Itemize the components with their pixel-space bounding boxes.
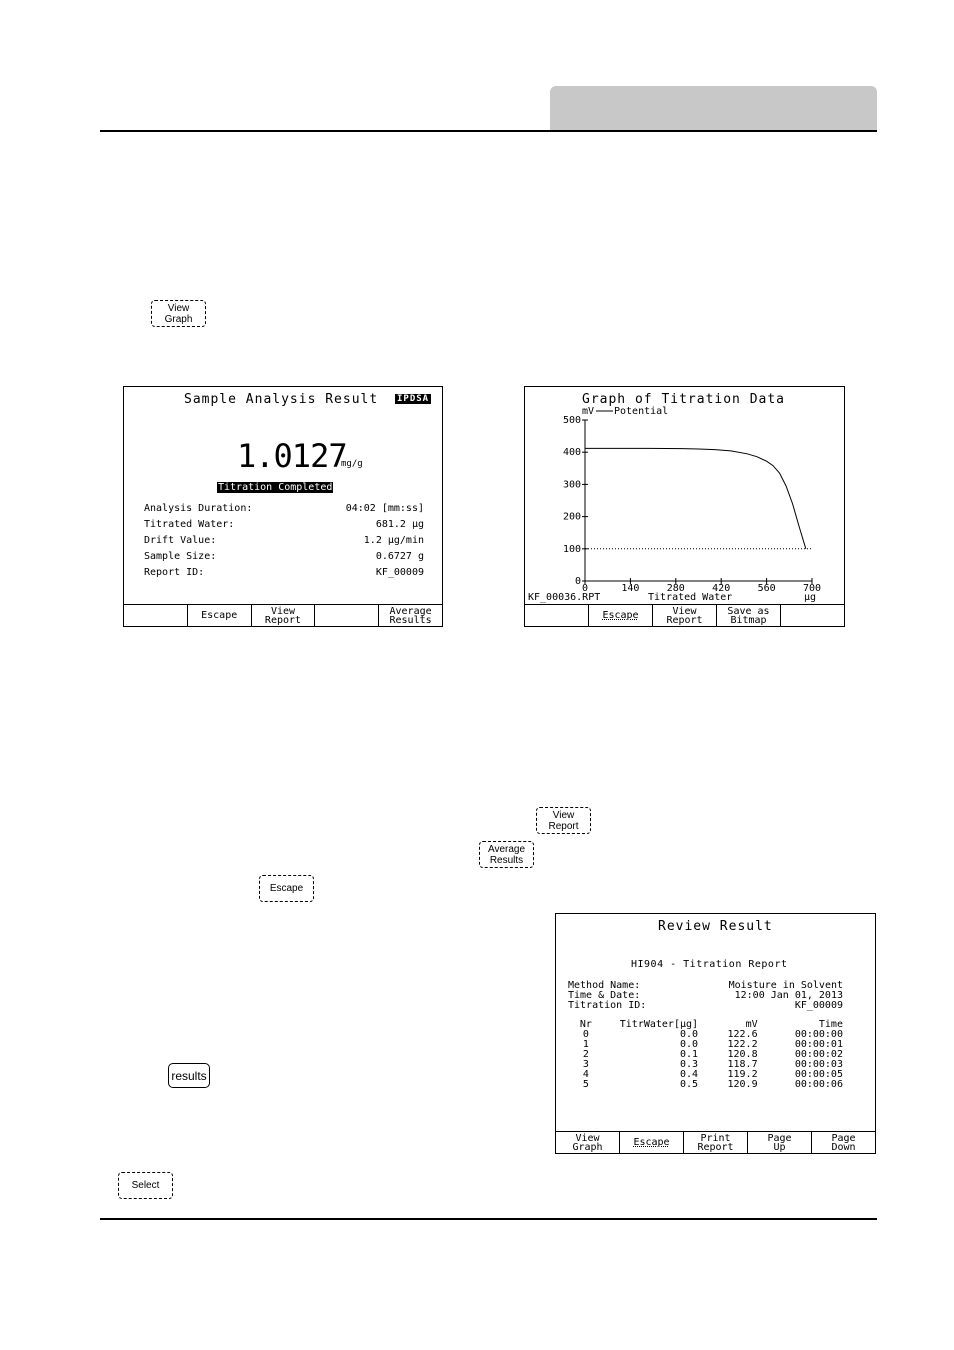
screen-title: Review Result: [658, 919, 773, 934]
y-tick-label: 500: [562, 415, 581, 426]
softkey-1[interactable]: [525, 605, 588, 626]
info-row: Titrated Water: 681.2 µg: [144, 519, 424, 530]
softkey-bar: [525, 604, 844, 626]
x-tick-label: 700: [802, 583, 822, 594]
y-tick-label: 400: [562, 447, 581, 459]
info-row: Report ID: KF_00009: [144, 567, 424, 578]
y-tick-label: 100: [562, 543, 581, 555]
softkey-escape[interactable]: Escape: [588, 605, 652, 626]
y-tick-label: 300: [562, 479, 581, 491]
average-results-key[interactable]: Average Results: [479, 841, 534, 868]
report-subtitle: HI904 - Titration Report: [631, 959, 788, 970]
x-tick-label: 140: [621, 583, 640, 594]
table-row: 2 0.1 120.8 00:00:02: [582, 1049, 843, 1060]
screen-title: Sample Analysis Result: [184, 392, 379, 407]
table-row: 3 0.3 118.7 00:00:03: [582, 1059, 843, 1070]
view-graph-key[interactable]: View Graph: [151, 300, 206, 327]
x-tick-label: 420: [712, 583, 731, 594]
softkey-view-report[interactable]: View Report: [251, 605, 315, 626]
softkey-5[interactable]: [780, 605, 844, 626]
result-unit: mg/g: [341, 459, 363, 469]
table-row: 4 0.4 119.2 00:00:05: [582, 1069, 843, 1080]
y-tick-label: 200: [562, 511, 581, 523]
escape-key[interactable]: Escape: [259, 875, 314, 902]
softkey-page-up[interactable]: Page Up: [747, 1132, 811, 1153]
softkey-4[interactable]: [314, 605, 378, 626]
top-rule: [100, 130, 877, 132]
result-value: 1.0127: [237, 437, 347, 475]
x-unit-label: µg: [804, 592, 817, 603]
bottom-rule: [100, 1218, 877, 1220]
softkey-view-report[interactable]: View Report: [652, 605, 716, 626]
info-row: Drift Value: 1.2 µg/min: [144, 535, 424, 546]
softkey-print-report[interactable]: Print Report: [683, 1132, 747, 1153]
select-key[interactable]: Select: [118, 1172, 173, 1199]
header-tab: [550, 86, 877, 130]
screen-title: Graph of Titration Data: [582, 392, 786, 407]
softkey-page-down[interactable]: Page Down: [811, 1132, 875, 1153]
y-tick-label: 0: [574, 576, 581, 587]
softkey-escape[interactable]: Escape: [619, 1132, 683, 1153]
info-row: Time & Date: 12:00 Jan 01, 2013: [568, 990, 843, 1001]
info-row: Analysis Duration: 04:02 [mm:ss]: [144, 503, 424, 514]
x-tick-label: 560: [757, 583, 776, 594]
results-key[interactable]: results: [168, 1063, 210, 1088]
status-banner: Titration Completed: [218, 482, 333, 493]
table-row: 0 0.0 122.6 00:00:00: [582, 1029, 843, 1040]
info-row: Sample Size: 0.6727 g: [144, 551, 424, 562]
softkey-save-bitmap[interactable]: Save as Bitmap: [716, 605, 780, 626]
file-name: KF_00036.RPT: [528, 592, 601, 603]
x-tick-label: 0: [581, 583, 589, 594]
sample-analysis-screen: [123, 386, 443, 627]
softkey-average-results[interactable]: Average Results: [378, 605, 442, 626]
softkey-escape[interactable]: Escape: [187, 605, 251, 626]
mode-badge: IPDSA: [397, 394, 430, 404]
report-table: [568, 1020, 843, 1090]
legend-label: Potential: [614, 406, 669, 417]
titration-chart: [525, 387, 845, 605]
table-row: 1 0.0 122.2 00:00:01: [582, 1039, 843, 1050]
titration-graph-screen: [524, 386, 845, 627]
info-row: Method Name: Moisture in Solvent: [568, 980, 843, 991]
softkey-view-graph[interactable]: View Graph: [572, 1132, 603, 1153]
y-axis-label: mV: [582, 406, 595, 417]
potential-series-line: [585, 448, 806, 548]
x-axis-label: Titrated Water: [648, 592, 733, 603]
softkey-bar: [556, 1131, 875, 1153]
table-header: Nr TitrWater[µg] mV Time: [579, 1019, 843, 1030]
view-report-key[interactable]: View Report: [536, 807, 591, 834]
table-row: 5 0.5 120.9 00:00:06: [582, 1079, 843, 1090]
info-row: Titration ID: KF_00009: [568, 1000, 843, 1011]
softkey-bar: [124, 604, 442, 626]
softkey-1[interactable]: [124, 605, 187, 626]
x-tick-label: 280: [666, 583, 685, 594]
review-result-screen: [555, 913, 876, 1154]
